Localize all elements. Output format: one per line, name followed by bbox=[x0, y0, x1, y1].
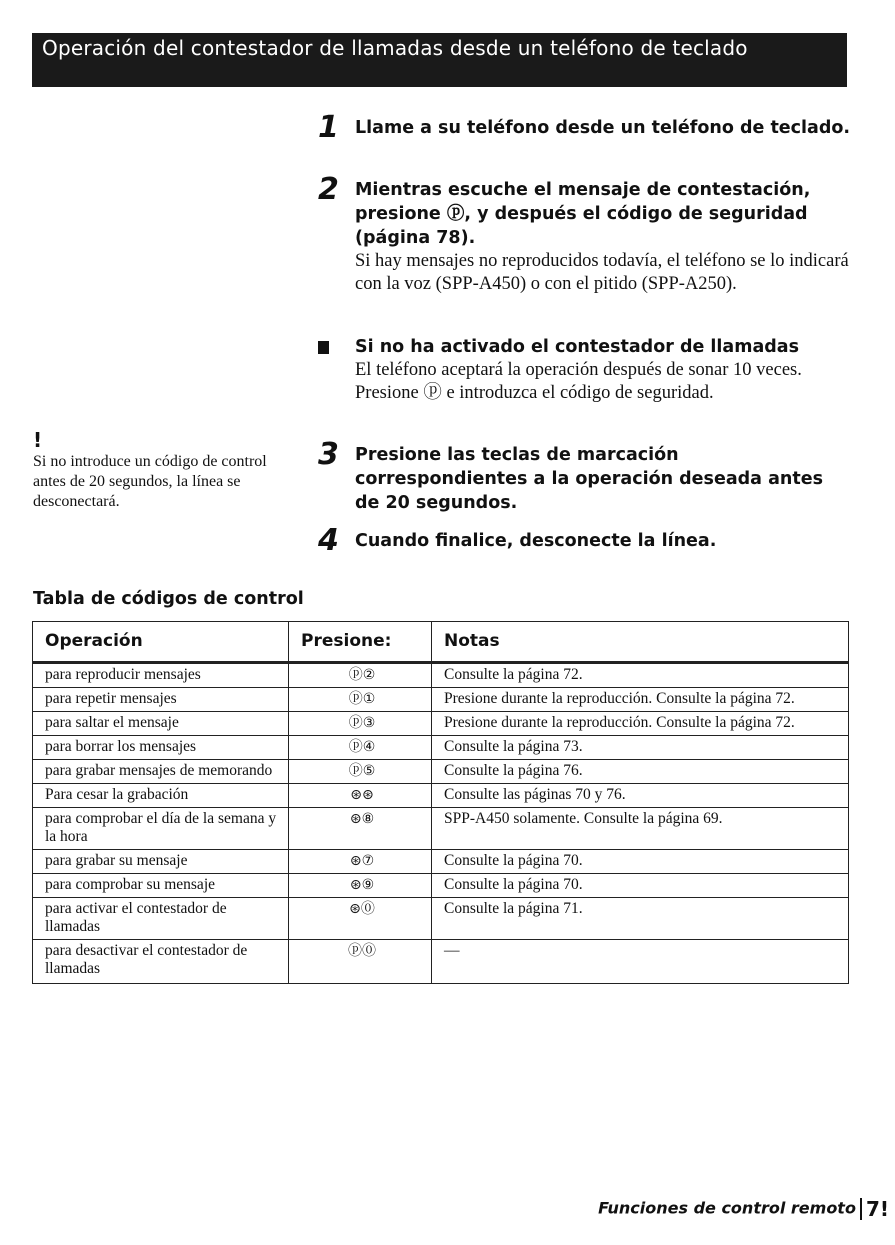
table-row bbox=[33, 850, 849, 874]
notes-cell: Consulte la página 72. bbox=[432, 663, 849, 688]
step-2 bbox=[318, 172, 853, 296]
step-number: 4 bbox=[318, 523, 339, 558]
table-row bbox=[33, 874, 849, 898]
step-4 bbox=[318, 523, 853, 558]
operation-cell: para grabar su mensaje bbox=[33, 850, 289, 874]
column-header: Operación bbox=[33, 622, 289, 663]
operation-cell: para desactivar el contestador de llamadas bbox=[33, 940, 289, 984]
page-number: 7! bbox=[865, 1197, 889, 1221]
table-row bbox=[33, 736, 849, 760]
column-header: Notas bbox=[432, 622, 849, 663]
press-cell: ⓟ④ bbox=[289, 736, 432, 760]
footer-divider bbox=[860, 1198, 862, 1220]
press-cell: ⊛⑧ bbox=[289, 808, 432, 850]
step-title: Mientras escuche el mensaje de contestación, presione ⓟ, y después el código de seguridad (página 78). bbox=[355, 180, 811, 248]
operation-cell: para repetir mensajes bbox=[33, 688, 289, 712]
press-cell: ⊛⑨ bbox=[289, 874, 432, 898]
subnote-title: Si no ha activado el contestador de llamadas bbox=[355, 337, 800, 357]
notes-cell: Consulte la página 70. bbox=[432, 850, 849, 874]
table-title: Tabla de códigos de control bbox=[33, 589, 304, 609]
step-title: Llame a su teléfono desde un teléfono de teclado. bbox=[355, 118, 851, 138]
side-note bbox=[33, 428, 288, 512]
press-cell: ⓟ⓪ bbox=[289, 940, 432, 984]
table-row bbox=[33, 940, 849, 984]
press-cell: ⓟ② bbox=[289, 663, 432, 688]
table-header-row bbox=[33, 622, 849, 663]
notes-cell: Consulte la página 73. bbox=[432, 736, 849, 760]
notes-cell: Consulte las páginas 70 y 76. bbox=[432, 784, 849, 808]
step-body: Si hay mensajes no reproducidos todavía, el teléfono se lo indicará con la voz (SPP-A450) o con el pitido (SPP-A250). bbox=[355, 251, 849, 294]
table-row bbox=[33, 784, 849, 808]
step-1 bbox=[318, 110, 853, 145]
operation-cell: para comprobar el día de la semana y la hora bbox=[33, 808, 289, 850]
press-cell: ⓟ⑤ bbox=[289, 760, 432, 784]
press-cell: ⊛⓪ bbox=[289, 898, 432, 940]
notes-cell: Consulte la página 71. bbox=[432, 898, 849, 940]
page-title: Operación del contestador de llamadas desde un teléfono de teclado bbox=[32, 33, 847, 87]
step-number: 1 bbox=[318, 110, 339, 145]
page-footer bbox=[598, 1197, 889, 1221]
operation-cell: para borrar los mensajes bbox=[33, 736, 289, 760]
notes-cell: Presione durante la reproducción. Consulte la página 72. bbox=[432, 712, 849, 736]
step-title: Presione las teclas de marcación correspondientes a la operación deseada antes de 20 segundos. bbox=[355, 445, 823, 513]
square-bullet-icon bbox=[318, 341, 329, 354]
operation-cell: para reproducir mensajes bbox=[33, 663, 289, 688]
table-row bbox=[33, 808, 849, 850]
operation-cell: para activar el contestador de llamadas bbox=[33, 898, 289, 940]
press-cell: ⊛⊛ bbox=[289, 784, 432, 808]
table-row bbox=[33, 712, 849, 736]
step-3 bbox=[318, 437, 853, 515]
notes-cell: Presione durante la reproducción. Consulte la página 72. bbox=[432, 688, 849, 712]
warning-icon: ! bbox=[33, 428, 43, 452]
column-header: Presione: bbox=[289, 622, 432, 663]
notes-cell: Consulte la página 70. bbox=[432, 874, 849, 898]
step-title: Cuando finalice, desconecte la línea. bbox=[355, 531, 717, 551]
notes-cell: SPP-A450 solamente. Consulte la página 69. bbox=[432, 808, 849, 850]
step-number: 3 bbox=[318, 437, 339, 472]
footer-section-title: Funciones de control remoto bbox=[598, 1198, 856, 1218]
table-row bbox=[33, 688, 849, 712]
operation-cell: Para cesar la grabación bbox=[33, 784, 289, 808]
step-number: 2 bbox=[318, 172, 339, 207]
press-cell: ⓟ① bbox=[289, 688, 432, 712]
subnote bbox=[318, 335, 853, 405]
operation-cell: para saltar el mensaje bbox=[33, 712, 289, 736]
control-codes-table bbox=[32, 621, 849, 984]
operation-cell: para comprobar su mensaje bbox=[33, 874, 289, 898]
press-cell: ⓟ③ bbox=[289, 712, 432, 736]
table-row bbox=[33, 898, 849, 940]
table-row bbox=[33, 663, 849, 688]
notes-cell: Consulte la página 76. bbox=[432, 760, 849, 784]
subnote-body: El teléfono aceptará la operación después de sonar 10 veces. Presione ⓟ e introduzca el código de seguridad. bbox=[355, 360, 802, 403]
table-row bbox=[33, 760, 849, 784]
side-note-text: Si no introduce un código de control antes de 20 segundos, la línea se desconectará. bbox=[33, 453, 267, 510]
notes-cell: — bbox=[432, 940, 849, 984]
operation-cell: para grabar mensajes de memorando bbox=[33, 760, 289, 784]
press-cell: ⊛⑦ bbox=[289, 850, 432, 874]
